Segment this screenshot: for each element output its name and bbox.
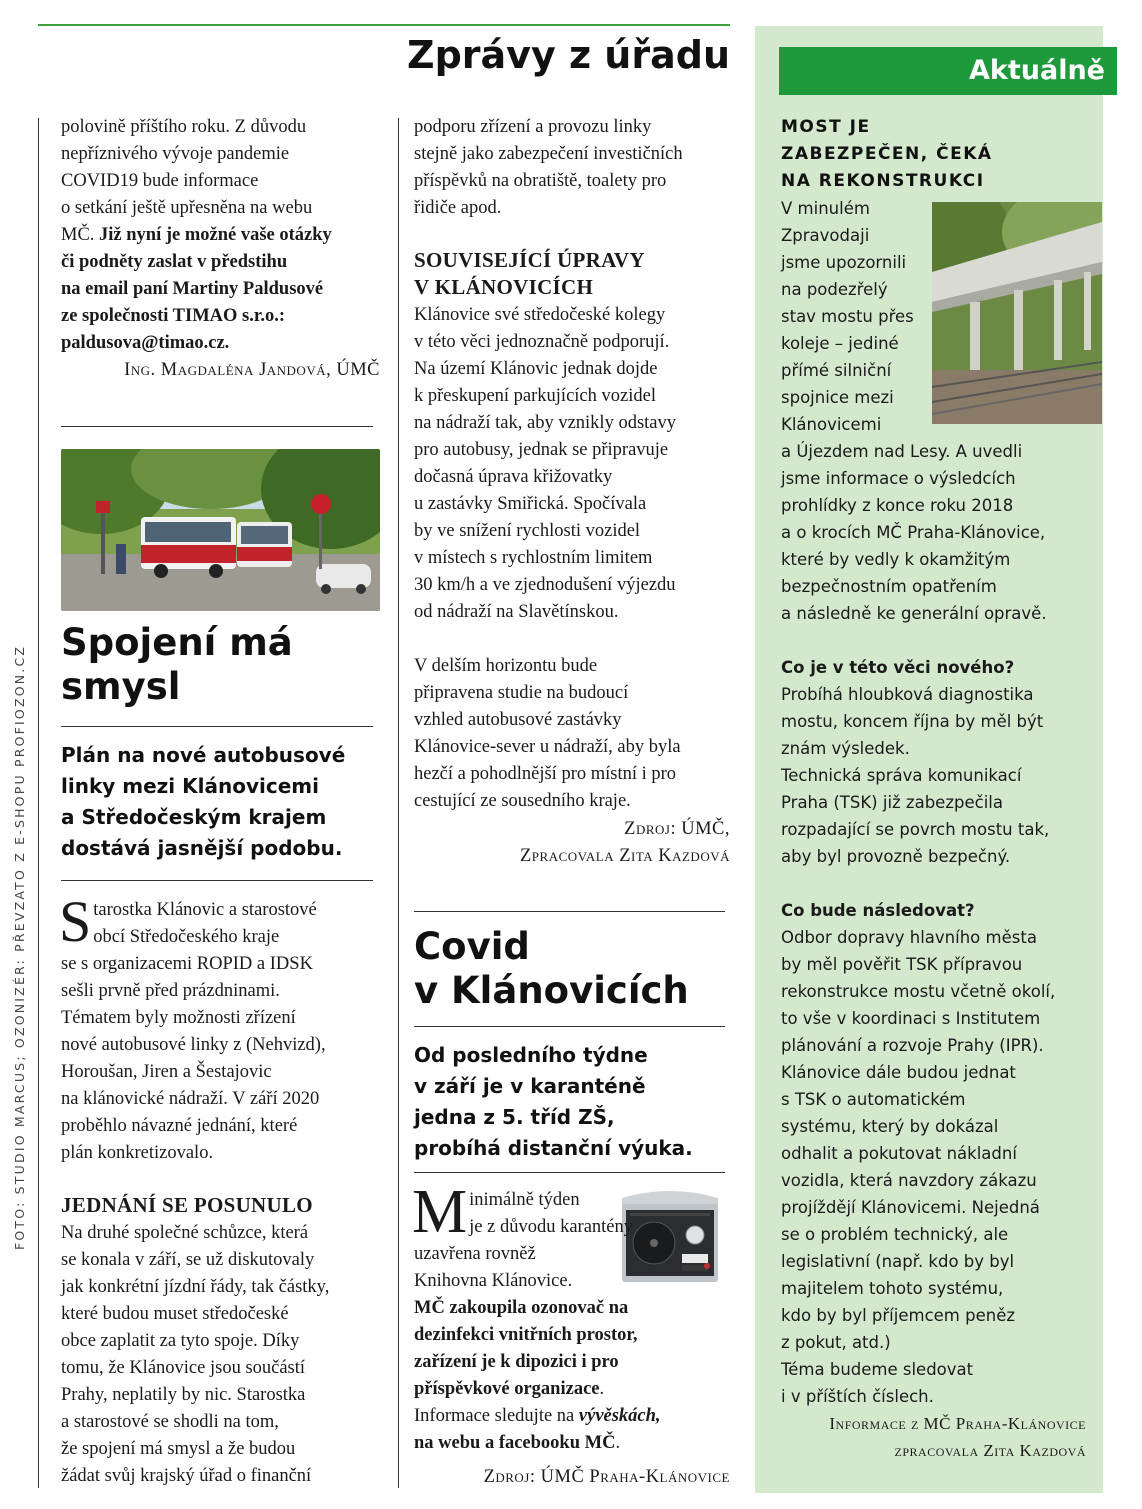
text-line: Knihovna Klánovice. — [414, 1271, 573, 1291]
text-line: a o krocích MČ Praha-Klánovice, — [781, 523, 1046, 542]
body-covid — [412, 1178, 739, 1457]
text-line: či podněty zaslat v předstihu — [61, 252, 288, 272]
text-line: V minulém — [781, 199, 870, 218]
source-line — [414, 816, 730, 870]
text-line: i v příštích číslech. — [781, 1387, 934, 1406]
text-line: Zpravodaji — [781, 226, 870, 245]
text-line: Probíhá hloubková diagnostika — [781, 685, 1034, 704]
divider — [61, 426, 373, 427]
text-line: je z důvodu karantény — [469, 1217, 634, 1237]
bus-photo-illustration — [61, 449, 380, 611]
text-line: a Újezdem nad Lesy. A uvedli — [781, 442, 1023, 461]
divider — [61, 726, 373, 727]
text-line: stejně jako zabezpečení investičních — [414, 144, 683, 164]
photo-credit: FOTO: STUDIO MARCUS; OZONIZÉR: PŘEVZATO Z E-SHOPU PROFIOZON.CZ — [12, 644, 27, 1250]
text-line: od nádraží na Slavětínskou. — [414, 602, 619, 622]
text-line: plán konkretizovalo. — [61, 1143, 214, 1163]
headline-line: MOST JE — [781, 117, 871, 137]
text-line: Technická správa komunikací — [781, 766, 1022, 785]
drop-cap: M — [412, 1178, 468, 1246]
email-address: paldusova@timao.cz. — [61, 333, 230, 353]
text-line: Prahy, neplatily by nic. Starostka — [61, 1385, 306, 1405]
drop-cap: S — [59, 889, 92, 954]
subhead-jednani: JEDNÁNÍ SE POSUNULO — [61, 1193, 313, 1217]
lead-line: dostává jasnější podobu. — [61, 836, 343, 860]
text-line: připravena studie na budoucí — [414, 683, 629, 703]
article-continuation-col2 — [414, 114, 739, 222]
text-line: koleje – jediné — [781, 334, 899, 353]
text-line: odhalit a pokutovat nákladní — [781, 1144, 1017, 1163]
headline-spojeni — [61, 621, 381, 709]
headline-line: NA REKONSTRUKCI — [781, 171, 985, 191]
sidebar-source — [781, 1410, 1086, 1464]
text-line: jak konkrétní jízdní řády, tak částky, — [61, 1277, 330, 1297]
text-line: podporu zřízení a provozu linky — [414, 117, 652, 137]
lead-covid — [414, 1040, 739, 1164]
text-line: mostu, koncem října by měl být — [781, 712, 1044, 731]
text-line: legislativní (např. kdo by byl — [781, 1252, 1015, 1271]
text-line: hezčí a pohodlnější pro místní i pro — [414, 764, 677, 784]
aktualne-label: Aktuálně — [969, 55, 1105, 86]
text-line: příspěvků na obratiště, toalety pro — [414, 171, 667, 191]
text-line — [414, 1430, 739, 1457]
text-line: Klánovice dále budou jednat — [781, 1063, 1016, 1082]
text-line: a starostové se shodli na tom, — [61, 1412, 279, 1432]
divider — [414, 911, 725, 912]
sidebar-headline — [781, 114, 1081, 195]
text-line: obcí Středočeského kraje — [93, 927, 280, 947]
lead-line: linky mezi Klánovicemi — [61, 774, 319, 798]
signature: Ing. Magdaléna Jandová, ÚMČ — [124, 360, 380, 380]
lead-spojeni — [61, 740, 386, 864]
text-line: MČ zakoupila ozonovač na — [414, 1298, 629, 1318]
text-run: . — [615, 1433, 621, 1453]
lead-line: Od posledního týdne — [414, 1043, 648, 1067]
text-line: dezinfekci vnitřních prostor, — [414, 1325, 638, 1345]
text-line: cestující ze sousedního kraje. — [414, 791, 631, 811]
lead-line: v září je v karanténě — [414, 1074, 646, 1098]
text-line: V delším horizontu bude — [414, 656, 598, 676]
bus-photo — [61, 449, 380, 611]
text-line: zařízení je k dipozici i pro — [414, 1352, 619, 1372]
text-line: ze společnosti TIMAO s.r.o.: — [61, 306, 286, 326]
text-line: jsme upozornili — [781, 253, 907, 272]
text-line: na email paní Martiny Paldusové — [61, 279, 324, 299]
text-run-bold: Již nyní je možné vaše otázky — [99, 225, 332, 245]
text-line: projíždějí Klánovicemi. Nejedná — [781, 1198, 1040, 1217]
subhead-line: V KLÁNOVICÍCH — [414, 275, 594, 299]
text-line: plánování a rozvoje Prahy (IPR). — [781, 1036, 1044, 1055]
text-line: Horoušan, Jiren a Šestajovic — [61, 1062, 272, 1082]
text-line: by měl pověřit TSK přípravou — [781, 955, 1023, 974]
text-line: vozidla, která navzdory zákazu — [781, 1171, 1037, 1190]
headline-line: smysl — [61, 665, 181, 708]
text-line: na nádraží tak, aby vznikly odstavy — [414, 413, 676, 433]
text-line: polovině příštího roku. Z důvodu — [61, 117, 307, 137]
subhead-souvisejici — [414, 247, 739, 301]
text-line: Klánovice-sever u nádraží, aby byla — [414, 737, 681, 757]
sidebar-question: Co je v této věci nového? — [781, 658, 1015, 677]
article-continuation — [61, 114, 386, 384]
text-line: stav mostu přes — [781, 307, 914, 326]
source-covid: Zdroj: ÚMČ Praha-Klánovice — [483, 1467, 730, 1487]
text-run: MČ. — [61, 225, 100, 245]
lead-line: Plán na nové autobusové — [61, 743, 346, 767]
paragraph-gap — [781, 870, 1091, 897]
text-line: prohlídky z konce roku 2018 — [781, 496, 1014, 515]
text-line: nepříznivého vývoje pandemie — [61, 144, 290, 164]
text-line: Klánovicemi — [781, 415, 882, 434]
headline-line: Spojení má — [61, 621, 293, 664]
text-run: Informace sledujte na — [414, 1406, 579, 1426]
text-line: obce zaplatit za tyto spoje. Díky — [61, 1331, 300, 1351]
body-souvisejici — [414, 302, 739, 815]
headline-line: Covid — [414, 925, 530, 968]
text-line: na klánovické nádraží. V září 2020 — [61, 1089, 320, 1109]
text-line: rekonstrukce mostu včetně okolí, — [781, 982, 1056, 1001]
headline-covid — [414, 925, 734, 1013]
text-line: systému, který by dokázal — [781, 1117, 999, 1136]
text-line — [61, 222, 386, 249]
text-line: žádat svůj krajský úřad o finanční — [61, 1466, 312, 1486]
lead-line: probíhá distanční výuka. — [414, 1136, 693, 1160]
text-line: u zastávky Smiřická. Spočívala — [414, 494, 647, 514]
source: Informace z MČ Praha-Klánovice — [829, 1414, 1086, 1433]
text-run: . — [599, 1379, 605, 1399]
text-line: Odbor dopravy hlavního města — [781, 928, 1037, 947]
paragraph-gap — [414, 626, 739, 653]
text-line: se o problém technický, ale — [781, 1225, 1009, 1244]
text-line: vzhled autobusové zastávky — [414, 710, 622, 730]
text-line: jsme informace o výsledcích — [781, 469, 1016, 488]
text-line: sešli prvně před prázdninami. — [61, 981, 280, 1001]
processed-by: Zpracovala Zita Kazdová — [520, 846, 730, 866]
text-line: tomu, že Klánovice jsou součástí — [61, 1358, 306, 1378]
source: Zdroj: ÚMČ, — [624, 819, 730, 839]
subhead-line: SOUVISEJÍCÍ ÚPRAVY — [414, 248, 645, 272]
header-rule — [38, 24, 730, 26]
text-line — [414, 1403, 739, 1430]
text-line: se konala v září, se už diskutovaly — [61, 1250, 315, 1270]
text-line: Praha (TSK) již zabezpečila — [781, 793, 1003, 812]
text-line: z pokut, atd.) — [781, 1333, 891, 1352]
body-spojeni — [59, 889, 386, 1167]
text-line: pro autobusy, jednak se připravuje — [414, 440, 669, 460]
text-line: 30 km/h a ve zjednodušení výjezdu — [414, 575, 676, 595]
text-line: které budou muset středočeské — [61, 1304, 289, 1324]
text-line: řidiče apod. — [414, 198, 502, 218]
text-line: k přeskupení parkujících vozidel — [414, 386, 656, 406]
section-title: Zprávy z úřadu — [407, 33, 730, 77]
text-line: to vše v koordinaci s Institutem — [781, 1009, 1041, 1028]
text-line: Na území Klánovic jednak dojde — [414, 359, 658, 379]
text-line: dočasná úprava křižovatky — [414, 467, 613, 487]
text-line: Téma budeme sledovat — [781, 1360, 974, 1379]
divider — [414, 1026, 725, 1027]
text-line: přímé silniční — [781, 361, 892, 380]
headline-line: ZABEZPEČEN, ČEKÁ — [781, 144, 993, 164]
text-run-bold: na webu a facebooku MČ — [414, 1433, 616, 1453]
text-line: nové autobusové linky z (Nehvizd), — [61, 1035, 326, 1055]
lead-line: jedna z 5. tříd ZŠ, — [414, 1105, 615, 1129]
column-rule-left — [38, 118, 39, 1488]
lead-line: a Středočeským krajem — [61, 805, 327, 829]
body-jednani — [61, 1220, 386, 1490]
text-line: by ve snížení rychlosti vozidel — [414, 521, 641, 541]
text-run-bold: příspěvkové organizace — [414, 1379, 600, 1399]
divider — [414, 1172, 725, 1173]
processed-by: zpracovala Zita Kazdová — [894, 1441, 1086, 1460]
sidebar-question: Co bude následovat? — [781, 901, 975, 920]
text-line — [414, 1376, 739, 1403]
text-line: uzavřena rovněž — [414, 1244, 536, 1264]
sidebar-body — [781, 195, 1091, 1410]
headline-line: v Klánovicích — [414, 969, 689, 1012]
text-line: s TSK o automatickém — [781, 1090, 966, 1109]
text-run-bold-italic: vývěskách, — [578, 1406, 661, 1426]
text-line: které by vedly k okamžitým — [781, 550, 1011, 569]
text-line: a následně ke generální opravě. — [781, 604, 1047, 623]
text-line: aby byl provozně bezpečný. — [781, 847, 1011, 866]
text-line: tarostka Klánovic a starostové — [93, 900, 317, 920]
text-line: o setkání ještě upřesněna na webu — [61, 198, 313, 218]
text-line: kdo by byl příjemcem peněz — [781, 1306, 1016, 1325]
text-line: inimálně týden — [469, 1190, 580, 1210]
text-line: Klánovice své středočeské kolegy — [414, 305, 666, 325]
text-line: Na druhé společné schůzce, která — [61, 1223, 309, 1243]
text-line: v místech s rychlostním limitem — [414, 548, 653, 568]
text-line: majitelem tohoto systému, — [781, 1279, 1004, 1298]
text-line: že spojení má smysl a že budou — [61, 1439, 296, 1459]
text-line: spojnice mezi — [781, 388, 894, 407]
paragraph-gap — [781, 627, 1091, 654]
text-line: proběhlo návazné jednání, které — [61, 1116, 298, 1136]
column-rule-middle — [398, 118, 399, 1488]
divider — [61, 880, 373, 881]
text-line: v této věci jednoznačně podporují. — [414, 332, 670, 352]
text-line: COVID19 bude informace — [61, 171, 259, 191]
text-line: bezpečnostním opatřením — [781, 577, 997, 596]
text-line: rozpadající se povrch mostu tak, — [781, 820, 1050, 839]
text-line: Tématem byly možnosti zřízení — [61, 1008, 296, 1028]
text-line: na podezřelý — [781, 280, 888, 299]
text-line: znám výsledek. — [781, 739, 910, 758]
text-line: se s organizacemi ROPID a IDSK — [61, 954, 313, 974]
